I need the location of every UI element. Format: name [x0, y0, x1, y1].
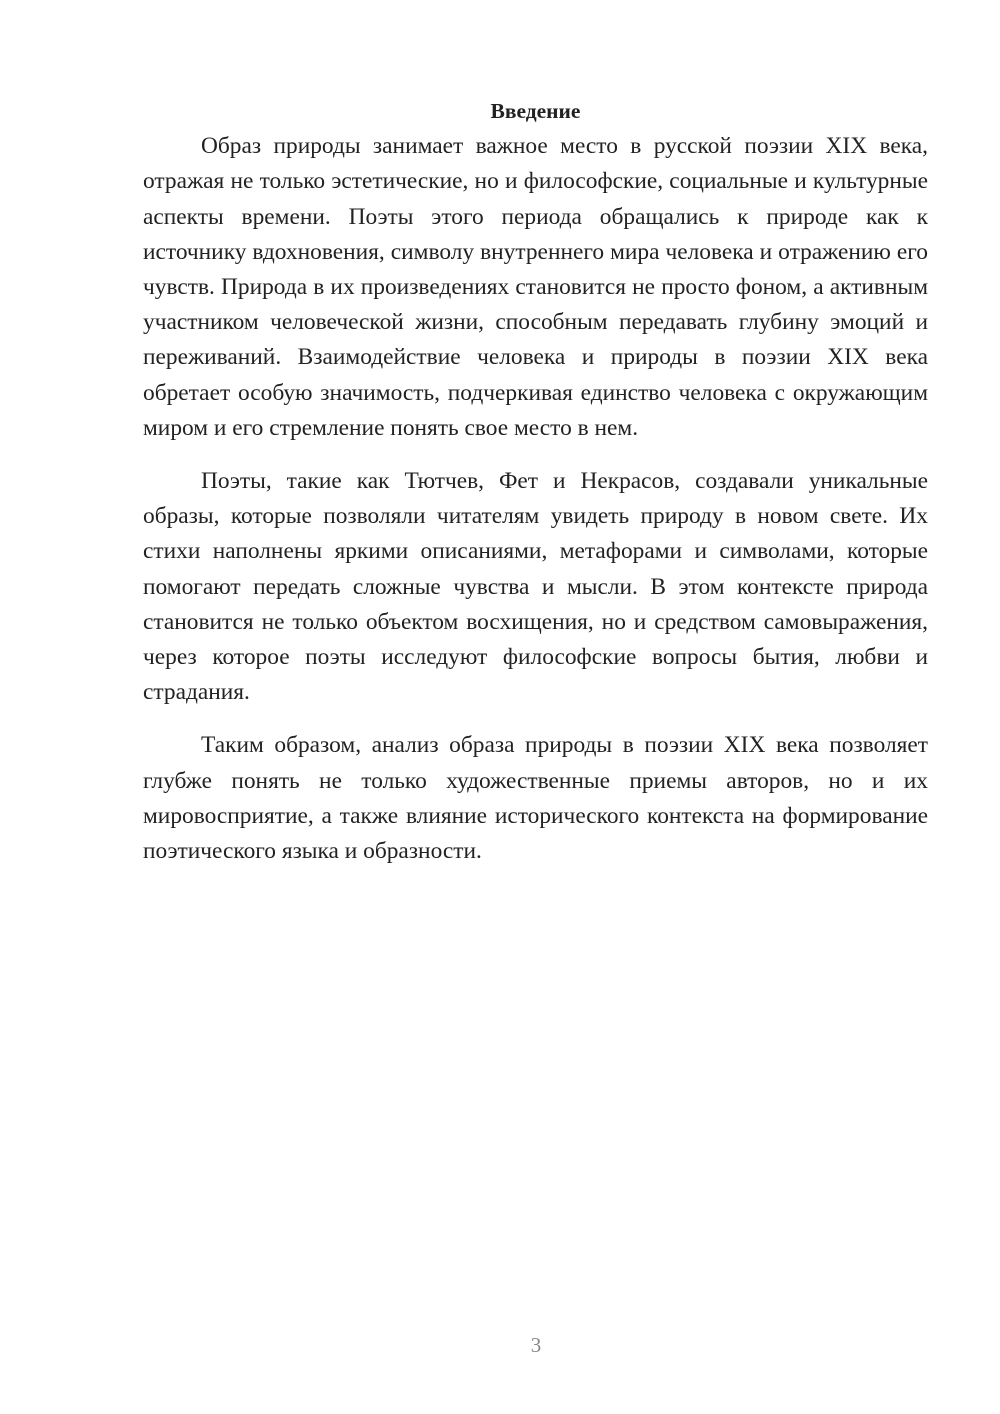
- paragraph-2: Поэты, такие как Тютчев, Фет и Некрасов, создавали уникальные образы, которые позволяли читателям увидеть природу в новом свете. Их стихи наполнены яркими описаниями, метафорами и символами, которые помогают передать сложные чувства и мысли. В этом контексте природа становится не только объектом восхищения, но и средством самовыражения, через которое поэты исследуют философские вопросы бытия, любви и страдания.: [143, 468, 928, 706]
- page-number: 3: [530, 1333, 542, 1357]
- section-title: Введение: [490, 99, 581, 123]
- document-body: [143, 94, 928, 869]
- paragraph-1: Образ природы занимает важное место в русской поэзии XIX века, отражая не только эстетические, но и философские, социальные и культурные аспекты времени. Поэты этого периода обращались к природе как к источнику вдохновения, символу внутреннего мира человека и отражению его чувств. Природа в их произведениях становится не просто фоном, а активным участником человеческой жизни, способным передавать глубину эмоций и переживаний. Взаимодействие человека и природы в поэзии XIX века обретает особую значимость, подчеркивая единство человека с окружающим миром и его стремление понять свое место в нем.: [143, 133, 928, 441]
- paragraph-3: Таким образом, анализ образа природы в поэзии XIX века позволяет глубже понять не только художественные приемы авторов, но и их мировосприятие, а также влияние исторического контекста на формирование поэтического языка и образности.: [143, 732, 928, 865]
